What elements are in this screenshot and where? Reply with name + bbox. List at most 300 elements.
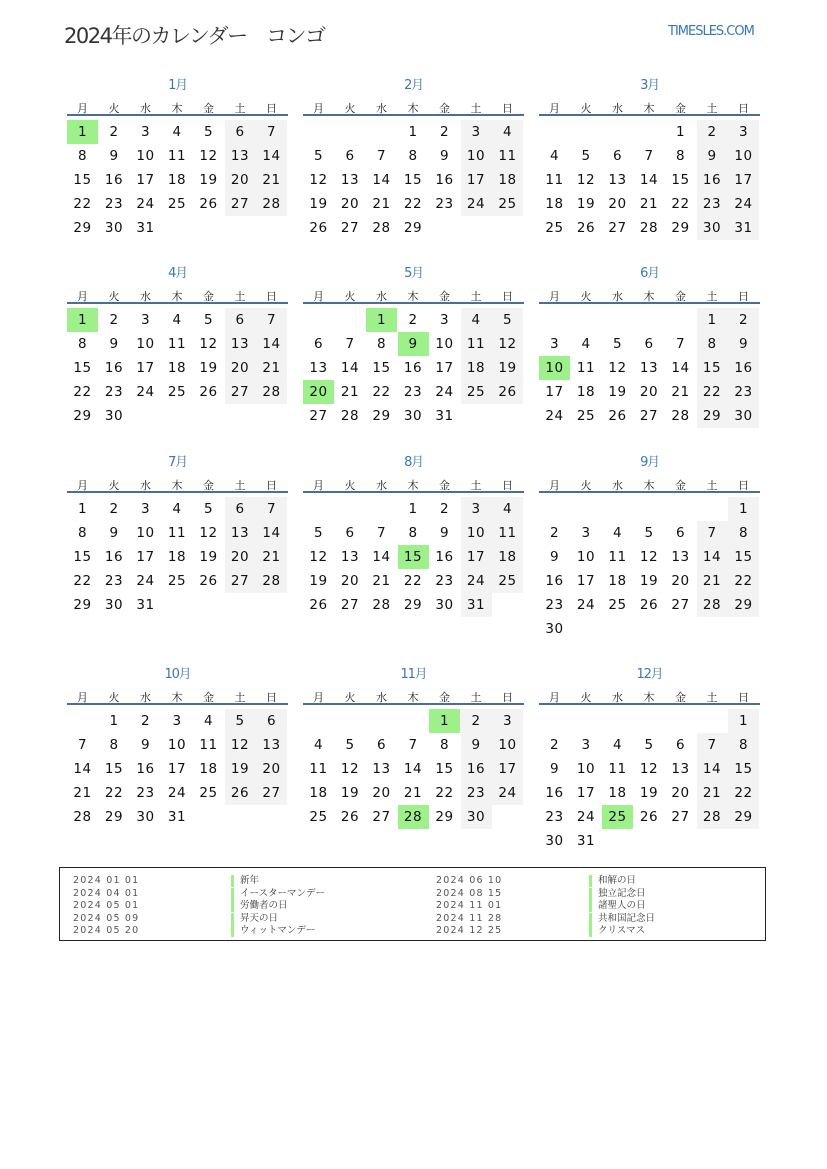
day-cell: 26 — [608, 408, 627, 424]
day-cell: 7 — [256, 120, 287, 144]
weekday-label: 土 — [470, 691, 482, 704]
weekday-label: 木 — [643, 102, 655, 115]
day-cell: 4 — [549, 148, 560, 164]
day-cell: 31 — [136, 220, 155, 236]
day-cell: 27 — [671, 597, 690, 613]
day-cell: 10 — [136, 525, 155, 541]
weekday-label: 月 — [313, 479, 324, 492]
day-cell: 5 — [581, 148, 591, 164]
weekday-label: 火 — [108, 691, 120, 704]
day-cell: 5 — [644, 525, 654, 541]
day-cell: 15 — [435, 761, 454, 777]
day-cell: 2 — [109, 501, 119, 517]
day-cell: 7 — [77, 737, 88, 753]
weekday-header — [303, 94, 524, 116]
weekday-label: 金 — [439, 290, 450, 303]
weekday-label: 金 — [203, 479, 214, 492]
weekday-label: 木 — [171, 102, 183, 115]
day-cell: 26 — [199, 196, 218, 212]
day-cell: 20 — [256, 757, 287, 781]
day-cell: 13 — [340, 172, 360, 188]
day-cell: 11 — [167, 336, 187, 352]
day-cell: 23 — [545, 809, 564, 825]
day-cell: 15 — [728, 545, 759, 569]
weekday-label: 火 — [108, 102, 120, 115]
weekday-label: 木 — [171, 479, 183, 492]
day-cell: 16 — [104, 360, 124, 376]
month-title: 2月 — [404, 78, 423, 93]
holiday-cell: 1 — [67, 308, 98, 332]
day-cell: 16 — [435, 172, 454, 188]
weekday-label: 土 — [234, 102, 246, 115]
day-cell: 27 — [639, 408, 659, 424]
day-cell: 30 — [545, 833, 564, 849]
day-cell: 16 — [728, 356, 759, 380]
day-cell: 9 — [109, 336, 119, 352]
weekday-label: 月 — [549, 102, 560, 115]
day-cell: 6 — [345, 525, 355, 541]
day-cell: 25 — [608, 597, 627, 613]
weekday-header — [303, 282, 524, 304]
day-cell: 12 — [199, 148, 218, 164]
day-cell: 5 — [345, 737, 355, 753]
weekday-label: 金 — [675, 102, 686, 115]
day-cell: 18 — [576, 384, 596, 400]
holiday-cell: 1 — [366, 308, 397, 332]
weekday-label: 火 — [344, 479, 356, 492]
day-cell: 7 — [697, 733, 728, 757]
day-cell: 14 — [372, 172, 391, 188]
day-cell: 3 — [581, 525, 591, 541]
day-cell: 14 — [697, 545, 728, 569]
day-cell: 12 — [608, 360, 627, 376]
weekday-label: 金 — [203, 691, 214, 704]
weekday-label: 月 — [549, 479, 560, 492]
weekday-label: 月 — [77, 479, 88, 492]
day-cell: 10 — [167, 737, 187, 753]
day-cell: 8 — [728, 521, 759, 545]
day-cell: 2 — [697, 120, 728, 144]
day-cell: 2 — [439, 501, 450, 517]
day-cell: 7 — [256, 497, 287, 521]
weekday-label: 日 — [266, 691, 277, 704]
day-cell: 25 — [167, 384, 187, 400]
day-cell: 25 — [167, 573, 187, 589]
day-cell: 15 — [697, 356, 728, 380]
day-cell: 6 — [256, 709, 287, 733]
day-cell: 28 — [639, 220, 659, 236]
day-cell: 15 — [728, 757, 759, 781]
day-cell: 17 — [167, 761, 187, 777]
weekday-header — [539, 282, 760, 304]
day-cell: 10 — [576, 549, 596, 565]
brand-link[interactable]: TIMESLES.COM — [668, 24, 754, 39]
day-cell: 18 — [545, 196, 564, 212]
day-cell: 22 — [728, 569, 759, 593]
day-cell: 7 — [697, 521, 728, 545]
legend-name: 諸聖人の日 — [589, 900, 646, 912]
day-cell: 1 — [728, 497, 759, 521]
day-cell: 24 — [545, 408, 564, 424]
day-cell: 17 — [136, 360, 155, 376]
month-title: 6月 — [640, 266, 659, 281]
weekday-label: 水 — [612, 290, 623, 303]
day-cell: 9 — [439, 148, 450, 164]
weekday-header — [539, 471, 760, 493]
weekday-label: 火 — [580, 479, 592, 492]
day-cell: 27 — [225, 192, 256, 216]
day-cell: 16 — [545, 785, 564, 801]
holiday-cell: 20 — [303, 380, 334, 404]
day-cell: 13 — [671, 761, 690, 777]
day-cell: 11 — [576, 360, 596, 376]
day-cell: 25 — [199, 785, 218, 801]
day-cell: 4 — [492, 497, 523, 521]
day-cell: 28 — [671, 408, 690, 424]
day-cell: 29 — [403, 597, 423, 613]
day-cell: 30 — [461, 805, 492, 829]
day-cell: 24 — [576, 597, 596, 613]
day-cell: 6 — [345, 148, 355, 164]
day-cell: 3 — [461, 497, 492, 521]
day-cell: 21 — [403, 785, 423, 801]
day-cell: 20 — [225, 168, 256, 192]
day-cell: 14 — [403, 761, 423, 777]
day-cell: 8 — [675, 148, 686, 164]
day-cell: 13 — [225, 521, 256, 545]
day-cell: 4 — [612, 525, 623, 541]
day-cell: 27 — [309, 408, 328, 424]
day-cell: 4 — [172, 124, 182, 140]
day-cell: 10 — [136, 336, 155, 352]
legend-name: クリスマス — [589, 925, 645, 937]
day-cell: 11 — [545, 172, 564, 188]
month-title: 8月 — [404, 455, 423, 470]
day-cell: 3 — [492, 709, 523, 733]
day-cell: 8 — [408, 525, 418, 541]
day-cell: 1 — [697, 308, 728, 332]
weekday-label: 火 — [344, 102, 356, 115]
day-cell: 29 — [372, 408, 391, 424]
day-cell: 23 — [104, 573, 124, 589]
day-cell: 26 — [199, 384, 218, 400]
legend-date: 2024 01 01 — [73, 875, 140, 886]
day-cell: 3 — [439, 312, 450, 328]
weekday-label: 木 — [643, 290, 655, 303]
day-cell: 12 — [639, 761, 659, 777]
day-cell: 19 — [199, 549, 218, 565]
weekday-label: 火 — [580, 290, 592, 303]
weekday-label: 日 — [502, 691, 513, 704]
weekday-header — [67, 94, 288, 116]
weekday-label: 日 — [502, 479, 513, 492]
day-cell: 1 — [728, 709, 759, 733]
weekday-label: 水 — [612, 102, 623, 115]
weekday-label: 月 — [77, 102, 88, 115]
day-cell: 15 — [104, 761, 124, 777]
day-cell: 27 — [340, 220, 360, 236]
day-cell: 13 — [608, 172, 627, 188]
day-cell: 20 — [671, 573, 690, 589]
day-cell: 28 — [697, 805, 728, 829]
day-cell: 5 — [225, 709, 256, 733]
day-cell: 23 — [104, 384, 124, 400]
weekday-label: 木 — [643, 479, 655, 492]
day-cell: 12 — [309, 549, 328, 565]
day-cell: 20 — [671, 785, 690, 801]
holiday-cell: 15 — [398, 545, 429, 569]
day-cell: 20 — [340, 573, 360, 589]
legend-name: 労働者の日 — [231, 900, 288, 912]
day-cell: 9 — [461, 733, 492, 757]
weekday-label: 日 — [266, 102, 277, 115]
day-cell: 15 — [73, 549, 92, 565]
day-cell: 8 — [728, 733, 759, 757]
holiday-cell: 10 — [539, 356, 570, 380]
day-cell: 17 — [461, 545, 492, 569]
day-cell: 2 — [109, 312, 119, 328]
day-cell: 18 — [492, 545, 523, 569]
day-cell: 5 — [644, 737, 654, 753]
day-cell: 17 — [435, 360, 454, 376]
day-cell: 24 — [136, 573, 155, 589]
legend-date: 2024 12 25 — [436, 925, 503, 936]
day-cell: 15 — [671, 172, 690, 188]
day-cell: 9 — [109, 525, 119, 541]
day-cell: 30 — [104, 597, 124, 613]
day-cell: 21 — [256, 168, 287, 192]
weekday-label: 土 — [706, 290, 718, 303]
weekday-label: 水 — [376, 691, 387, 704]
day-cell: 16 — [435, 549, 454, 565]
day-cell: 28 — [372, 597, 391, 613]
day-cell: 13 — [340, 549, 360, 565]
day-cell: 1 — [109, 713, 119, 729]
day-cell: 22 — [697, 380, 728, 404]
day-cell: 8 — [109, 737, 119, 753]
weekday-label: 土 — [234, 691, 246, 704]
day-cell: 28 — [256, 380, 287, 404]
day-cell: 9 — [140, 737, 151, 753]
month-title: 10月 — [164, 667, 191, 682]
weekday-label: 木 — [643, 691, 655, 704]
weekday-header — [67, 683, 288, 705]
weekday-label: 日 — [266, 479, 277, 492]
weekday-label: 金 — [203, 290, 214, 303]
day-cell: 24 — [492, 781, 523, 805]
day-cell: 10 — [728, 144, 759, 168]
weekday-header — [303, 471, 524, 493]
legend-name: 共和国記念日 — [589, 913, 655, 925]
day-cell: 26 — [199, 573, 218, 589]
month-title: 3月 — [640, 78, 659, 93]
day-cell: 21 — [256, 545, 287, 569]
day-cell: 11 — [461, 332, 492, 356]
day-cell: 20 — [340, 196, 360, 212]
day-cell: 3 — [140, 124, 151, 140]
day-cell: 11 — [167, 525, 187, 541]
month-title: 11月 — [400, 667, 427, 682]
day-cell: 25 — [461, 380, 492, 404]
legend-name: 昇天の日 — [231, 913, 278, 925]
day-cell: 18 — [608, 785, 627, 801]
day-cell: 2 — [140, 713, 151, 729]
day-cell: 11 — [608, 761, 627, 777]
day-cell: 16 — [136, 761, 155, 777]
weekday-label: 日 — [738, 102, 749, 115]
day-cell: 18 — [167, 549, 187, 565]
day-cell: 3 — [549, 336, 560, 352]
day-cell: 8 — [408, 148, 418, 164]
day-cell: 31 — [167, 809, 187, 825]
day-cell: 8 — [77, 148, 88, 164]
day-cell: 27 — [372, 809, 391, 825]
weekday-label: 木 — [407, 290, 419, 303]
weekday-label: 土 — [706, 691, 718, 704]
holiday-cell: 1 — [67, 120, 98, 144]
day-cell: 29 — [671, 220, 690, 236]
day-cell: 30 — [104, 408, 124, 424]
day-cell: 19 — [309, 573, 328, 589]
weekday-label: 土 — [470, 479, 482, 492]
weekday-label: 木 — [407, 691, 419, 704]
day-cell: 20 — [225, 545, 256, 569]
day-cell: 19 — [199, 172, 218, 188]
day-cell: 20 — [608, 196, 627, 212]
day-cell: 3 — [461, 120, 492, 144]
day-cell: 19 — [199, 360, 218, 376]
day-cell: 21 — [256, 356, 287, 380]
day-cell: 6 — [225, 308, 256, 332]
day-cell: 3 — [728, 120, 759, 144]
weekday-label: 水 — [376, 479, 387, 492]
day-cell: 21 — [372, 196, 391, 212]
day-cell: 19 — [639, 573, 659, 589]
day-cell: 23 — [545, 597, 564, 613]
day-cell: 19 — [225, 757, 256, 781]
weekday-header — [303, 683, 524, 705]
day-cell: 27 — [225, 569, 256, 593]
legend-date: 2024 04 01 — [73, 887, 140, 899]
day-cell: 4 — [492, 120, 523, 144]
day-cell: 12 — [639, 549, 659, 565]
day-cell: 4 — [203, 713, 214, 729]
day-cell: 19 — [608, 384, 627, 400]
day-cell: 9 — [697, 144, 728, 168]
day-cell: 2 — [549, 525, 560, 541]
legend-date: 2024 08 15 — [436, 887, 503, 899]
day-cell: 29 — [73, 220, 92, 236]
day-cell: 31 — [435, 408, 454, 424]
holiday-cell: 9 — [398, 332, 429, 356]
day-cell: 19 — [492, 356, 523, 380]
day-cell: 5 — [313, 148, 324, 164]
day-cell: 6 — [376, 737, 387, 753]
day-cell: 30 — [136, 809, 155, 825]
day-cell: 17 — [576, 573, 596, 589]
weekday-label: 水 — [140, 691, 151, 704]
day-cell: 28 — [256, 192, 287, 216]
day-cell: 5 — [612, 336, 623, 352]
day-cell: 17 — [461, 168, 492, 192]
day-cell: 23 — [435, 573, 454, 589]
day-cell: 11 — [199, 737, 218, 753]
legend-name: 和解の日 — [589, 875, 636, 887]
weekday-label: 月 — [313, 691, 324, 704]
day-cell: 9 — [549, 761, 560, 777]
day-cell: 4 — [612, 737, 623, 753]
legend-date: 2024 11 28 — [436, 912, 503, 924]
day-cell: 22 — [435, 785, 454, 801]
day-cell: 14 — [256, 144, 287, 168]
day-cell: 12 — [340, 761, 360, 777]
day-cell: 22 — [73, 196, 92, 212]
holiday-cell: 25 — [602, 805, 633, 829]
day-cell: 22 — [403, 573, 423, 589]
weekday-label: 月 — [313, 102, 324, 115]
day-cell: 18 — [167, 172, 187, 188]
weekday-label: 火 — [108, 479, 120, 492]
day-cell: 6 — [612, 148, 623, 164]
day-cell: 6 — [313, 336, 324, 352]
day-cell: 23 — [403, 384, 423, 400]
day-cell: 14 — [372, 549, 391, 565]
day-cell: 29 — [104, 809, 124, 825]
day-cell: 18 — [309, 785, 328, 801]
weekday-label: 水 — [612, 691, 623, 704]
weekday-label: 土 — [470, 290, 482, 303]
weekday-label: 月 — [549, 290, 560, 303]
day-cell: 26 — [576, 220, 596, 236]
day-cell: 3 — [140, 312, 151, 328]
day-cell: 30 — [104, 220, 124, 236]
day-cell: 18 — [492, 168, 523, 192]
day-cell: 6 — [225, 497, 256, 521]
weekday-label: 木 — [171, 290, 183, 303]
day-cell: 16 — [461, 757, 492, 781]
day-cell: 7 — [376, 525, 387, 541]
day-cell: 26 — [309, 220, 328, 236]
day-cell: 25 — [167, 196, 187, 212]
day-cell: 1 — [408, 501, 418, 517]
day-cell: 23 — [461, 781, 492, 805]
day-cell: 28 — [697, 593, 728, 617]
day-cell: 30 — [697, 216, 728, 240]
weekday-label: 日 — [502, 102, 513, 115]
day-cell: 12 — [492, 332, 523, 356]
day-cell: 17 — [136, 549, 155, 565]
day-cell: 20 — [639, 384, 659, 400]
day-cell: 21 — [340, 384, 360, 400]
day-cell: 13 — [225, 144, 256, 168]
day-cell: 21 — [73, 785, 92, 801]
day-cell: 24 — [728, 192, 759, 216]
weekday-header — [539, 683, 760, 705]
day-cell: 28 — [73, 809, 92, 825]
day-cell: 10 — [461, 144, 492, 168]
day-cell: 4 — [172, 501, 182, 517]
day-cell: 26 — [340, 809, 360, 825]
weekday-label: 月 — [77, 691, 88, 704]
legend-name: 新年 — [231, 875, 259, 887]
weekday-label: 日 — [738, 479, 749, 492]
day-cell: 28 — [340, 408, 360, 424]
day-cell: 30 — [435, 597, 454, 613]
weekday-label: 木 — [407, 102, 419, 115]
day-cell: 14 — [256, 521, 287, 545]
day-cell: 5 — [313, 525, 324, 541]
month-title: 12月 — [636, 667, 663, 682]
